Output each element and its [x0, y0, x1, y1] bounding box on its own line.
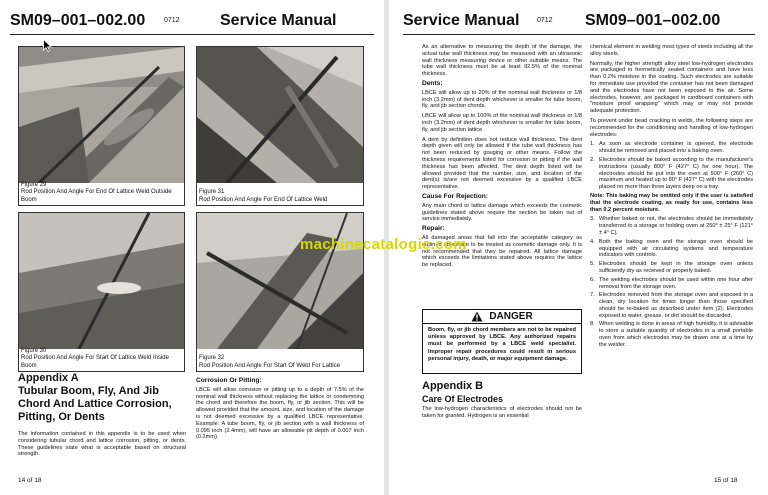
chemical-element-text: chemical element in welding most types of steels including all the alloy steels.: [590, 44, 753, 57]
step-item: 8. When welding is done in areas of high humidity, it is advisable to store a suitable quantity of electrodes in a small portable oven from which electrodes may be drawn one at a time by the welder.: [590, 321, 753, 348]
figure-30-caption: Figure 30 Rod Position And Angle For Start Of Lattice Weld Inside Boom: [21, 347, 169, 369]
figure-29-caption: Figure 29 Rod Position And Angle For End Of Lattice Weld Outside Boom: [21, 181, 172, 203]
corrosion-heading: Corrosion Or Pitting:: [196, 377, 262, 384]
page-number-right: 15 of 18: [714, 477, 738, 484]
page-number-left: 14 of 18: [18, 477, 42, 484]
weld-photo-figure-32: [197, 213, 363, 349]
conditioning-steps: [590, 141, 753, 191]
repair-text: All damaged areas that fall into the acceptable category as outlined above are to be treated as cosmetic damage only. It is not recommended that they be repaired. All lattice damage which exceeds the limitations stated above requires the lattice be replaced.: [422, 234, 582, 269]
baking-note: Note: This baking may be omitted only if the user is satisfied that the electrode coating, as ready for use, contains less than 0.2 percent moisture.: [590, 192, 753, 213]
dents-lattice: LBCE will allow up to 100% of the nominal wall thickness or 1/8 inch (3.2mm) of dent depth whichever is smaller for tube boom, fly, and jib section lattice.: [422, 113, 582, 133]
watermark: machinecatalogic.com: [300, 236, 467, 253]
figure-31-caption: Figure 31 Rod Position And Angle For End Of Lattice Weld: [199, 189, 328, 203]
appendix-b-title: Appendix B: [422, 380, 484, 392]
step-item: 3. Whether baked or not, the electrodes should be immediately transferred to a storage or holding oven at 250° ± 25° F (121° ± 4° C).: [590, 216, 753, 236]
manual-title: Service Manual: [220, 12, 337, 29]
warning-triangle-icon: [471, 311, 483, 322]
weld-photo-figure-30: [19, 213, 184, 349]
danger-header: [423, 310, 581, 324]
figure-29: [18, 46, 185, 206]
revision-code-right: 0712: [537, 17, 553, 24]
dents-chords: LBCE will allow up to 20% of the nominal wall thickness or 1/8 inch (3.2mm) of dent depth whichever is smaller for tube boom, fly, and jib section chords.: [422, 89, 582, 110]
step-item: 6. The welding electrodes should be used within one hour after removal from the storage oven.: [590, 276, 753, 290]
header-rule: [10, 34, 374, 35]
packaging-text: Normally, the higher strength alloy steel low-hydrogen electrodes are packaged in hermetically sealed containers and have less than 0.2% moisture in the coating. Such electrodes are suitable for immediate use provided the container has not been damaged and the electrodes have not been exposed to the air. Some electrodes, however, are packaged in cardboard containers with "moisture proof wrapping" which may or may not provide adequate protection.: [590, 60, 753, 115]
figure-31: [196, 46, 364, 206]
weld-photo-figure-29: [19, 47, 184, 183]
doc-number-right: SM09–001–002.00: [585, 12, 721, 29]
right-column-2: [590, 44, 753, 351]
thickness-intro: As an alternative to measuring the depth of the damage, the actual tube wall thickness may be measured with an ultrasonic wall thickness measuring device or other suitable means. The tube wall thickness must be at least 92.5% of the nominal thickness.: [422, 44, 582, 78]
danger-text: Boom, fly, or jib chord members are not to be repaired unless approved by LBCE. Any authorized repairs must be performed by a LBCE weld specialist. Improper repair procedures could result in serious personal injury, death, or major equipment damage.: [428, 327, 576, 362]
rejection-text: Any main chord or lattice damage which exceeds the cosmetic guidelines stated above require the section be taken out of service immediately.: [422, 202, 582, 223]
dents-heading: Dents:: [422, 79, 443, 87]
step-item: 2. Electrodes should be baked according to the manufacturer's instructions (usually 800° F (427° C) for one hour). The electrodes should be put into the oven at 500° F (260° C) maximum and heated up to 80° F (427° C) with the electrodes placed no more than three layers deep on a tray.: [590, 156, 753, 191]
corrosion-section: [196, 375, 364, 444]
figure-30: [18, 212, 185, 372]
mouse-pointer-icon: [43, 39, 52, 52]
care-of-electrodes-heading: Care Of Electrodes: [422, 394, 504, 404]
step-item: 7. Electrodes removed from the storage oven and exposed in a clean, dry location for times longer than those specified should be re-baked as described under item (2). Electrodes exposed to water, grease, or dirt should be discarded.: [590, 292, 753, 319]
appendix-a-title: Appendix A Tubular Boom, Fly, And Jib Chord And Lattice Corrosion, Pitting, Or Dents: [18, 372, 172, 423]
danger-title: DANGER: [489, 311, 533, 322]
revision-code: 0712: [164, 17, 180, 24]
appendix-a-intro: The information contained in this appendix is to be used when considering tubular chord and lattice corrosion, pitting, or dents. These guidelines state what is acceptable based on structural strength.: [18, 431, 186, 458]
doc-number: SM09–001–002.00: [10, 12, 146, 29]
figure-32-caption: Figure 32 Rod Position And Angle For Start Of Weld For Lattice: [199, 355, 340, 369]
weld-photo-figure-31: [197, 47, 363, 183]
corrosion-text: LBCE will allow corrosion or pitting up to a depth of 7.5% of the nominal wall thickness without replacing the lattice or condemning the chord and therefore the boom, fly, or jib section. This will be allowed provided that the amount, size, and location of the damage is not deemed excessive by a qualified LBCE representative. Example: A tube boom, fly, or jib section with a wall thickness of 0.095 inch (2.4mm), will have an allowable pit depth of 0.007 inch (0.2mm).: [196, 386, 364, 441]
repair-heading: Repair:: [422, 225, 445, 233]
step-item: 4. Both the baking oven and the storage oven should be equipped with air circulating systems and temperature indicators with controls.: [590, 238, 753, 259]
danger-box: [422, 309, 582, 374]
conditioning-intro: To prevent under bead cracking in welds, the following steps are recommended for the conditioning and handling of low-hydrogen electrodes:: [590, 117, 753, 138]
conditioning-steps-continued: [590, 216, 753, 348]
header-rule-right: [403, 34, 755, 35]
dents-definition: A dent by definition does not reduce wall thickness. The dent depth given will only be allowed if the tube wall thickness has not been reduced by gouging or other means. Follow the thickness requirements listed for corrosion or pitting if the wall thickness has been affected. The dent depth listed will be allowed provided that the number, size, and location of the dent(s) is/are not deemed excessive by a qualified LBCE representative.: [422, 136, 582, 191]
care-of-electrodes-text: The low-hydrogen characteristics of electrodes should not be taken for granted. Hydrogen is an essential: [422, 406, 582, 419]
rejection-heading: Cause For Rejection:: [422, 192, 488, 200]
manual-title-right: Service Manual: [403, 12, 520, 29]
step-item: 5. Electrodes should be kept in the storage oven unless sufficiently dry as received or properly baked.: [590, 261, 753, 274]
step-item: 1. As soon as electrode container is opened, the electrode should be removed and placed into a baking oven.: [590, 141, 753, 155]
